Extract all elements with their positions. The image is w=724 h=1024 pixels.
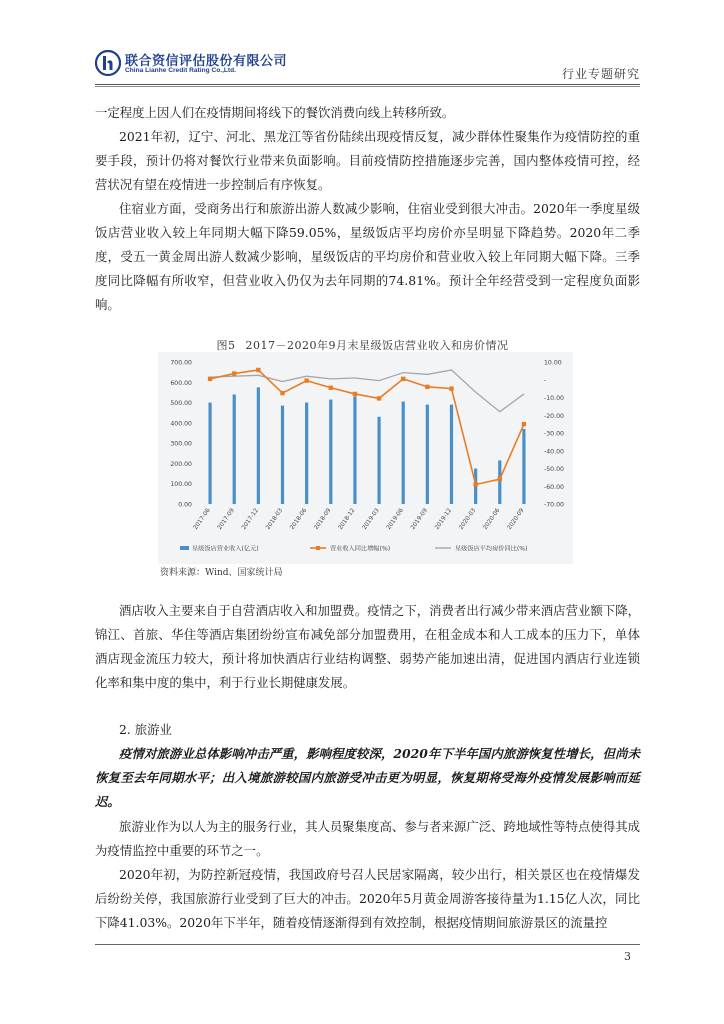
page-header xyxy=(95,47,640,83)
revenue-growth-point xyxy=(256,368,260,372)
x-tick-label: 2018-09 xyxy=(313,507,333,531)
figure-title xyxy=(95,337,640,353)
revenue-bar xyxy=(426,405,429,504)
legend-label: 星级饭店营业收入(亿元) xyxy=(192,545,259,553)
revenue-growth-point xyxy=(329,386,333,390)
revenue-growth-point xyxy=(473,482,477,486)
hotel-revenue-chart xyxy=(158,352,573,564)
revenue-growth-point xyxy=(449,386,453,390)
revenue-growth-point xyxy=(498,477,502,481)
paragraph-1: 一定程度上因人们在疫情期间将线下的餐饮消费向线上转移所致。 xyxy=(95,105,455,120)
paragraph-4: 酒店收入主要来自于自营酒店收入和加盟费。疫情之下，消费者出行减少带来酒店营业额下降，锦江、首旅、华住等酒店集团纷纷宣布减免部分加盟费用，在租金成本和人工成本的压力下，单体酒店现金流压力较大，预计将加快酒店行业结构调整、弱势产能加速出清，促进国内酒店行业连锁化率和集中度的集中，利于行业长期健康发展。 xyxy=(95,603,640,690)
figure-source: 资料来源：Wind、国家统计局 xyxy=(160,568,283,578)
revenue-bar xyxy=(233,394,236,504)
x-tick-label: 2020-06 xyxy=(482,507,502,531)
y-left-tick-label: 200.00 xyxy=(170,460,192,468)
revenue-growth-point xyxy=(425,385,429,389)
company-name-en: China Lianhe Credit Rating Co.,Ltd. xyxy=(125,67,236,74)
revenue-bar xyxy=(208,403,211,504)
paragraph-6: 旅游业作为以人为主的服务行业，其人员聚集度高、参与者来源广泛、跨地域性等特点使得其成为疫情监控中重要的环节之一。 xyxy=(95,819,640,858)
revenue-bar xyxy=(498,460,501,504)
paragraph-3: 住宿业方面，受商务出行和旅游出游人数减少影响，住宿业受到很大冲击。2020年一季度星级饭店营业收入较上年同期大幅下降59.05%，星级饭店平均房价亦呈明显下降趋势。2020年二季度，受五一黄金周出游人数减少影响，星级饭店的平均房价和营业收入较上年同期大幅下降。三季度同比降幅有所收窄，但营业收入仍仅为去年同期的74.81%。预计全年经营受到一定程度负面影响。 xyxy=(95,201,640,312)
y-left-tick-label: 300.00 xyxy=(170,440,192,448)
y-right-tick-label: -10.00 xyxy=(544,395,564,402)
x-tick-label: 2017-12 xyxy=(241,507,260,531)
revenue-bar xyxy=(329,400,332,504)
company-name-cn: 联合资信评估股份有限公司 xyxy=(125,54,288,69)
revenue-growth-point xyxy=(304,378,308,382)
page-number: 3 xyxy=(624,950,631,963)
revenue-bar xyxy=(450,405,453,504)
paragraph-5-summary: 疫情对旅游业总体影响冲击严重，影响程度较深，2020年下半年国内旅游恢复性增长，但尚未恢复至去年同期水平；出入境旅游较国内旅游受冲击更为明显，恢复期将受海外疫情发展影响而延迟。 xyxy=(95,746,640,809)
legend-swatch-growth-marker xyxy=(316,546,320,550)
y-left-tick-label: 0.00 xyxy=(178,501,192,509)
revenue-bar xyxy=(353,396,356,504)
legend-swatch-revenue xyxy=(180,546,189,550)
revenue-bar xyxy=(281,406,284,504)
revenue-growth-point xyxy=(401,377,405,381)
y-right-tick-label: -30.00 xyxy=(544,430,564,438)
revenue-bar xyxy=(257,387,260,504)
x-tick-label: 2019-12 xyxy=(434,507,454,531)
revenue-growth-point xyxy=(522,422,526,426)
y-right-tick-label: -50.00 xyxy=(544,466,564,473)
revenue-growth-point xyxy=(377,396,381,400)
section-title: 行业专题研究 xyxy=(561,67,640,81)
revenue-bar xyxy=(522,429,525,504)
x-tick-label: 2017-06 xyxy=(192,507,212,531)
revenue-growth-point xyxy=(208,377,212,381)
figure-label: 图5 xyxy=(216,339,236,352)
y-right-tick-label: -60.00 xyxy=(544,483,564,491)
y-right-tick-label: - xyxy=(544,377,547,385)
header-divider xyxy=(95,84,640,85)
revenue-bar xyxy=(402,402,405,504)
x-tick-label: 2017-09 xyxy=(217,507,236,531)
y-right-tick-label: -70.00 xyxy=(544,501,564,509)
paragraph-2: 2021年初，辽宁、河北、黑龙江等省份陆续出现疫情反复，减少群体性聚集作为疫情防控的重要手段，预计仍将对餐饮行业带来负面影响。目前疫情防控措施逐步完善，国内整体疫情可控，经营状况有望在疫情进一步控制后有序恢复。 xyxy=(95,129,640,192)
x-tick-label: 2020-09 xyxy=(506,507,526,531)
paragraph-7: 2020年初，为防控新冠疫情，我国政府号召人民居家隔离，较少出行，相关景区也在疫情爆发后纷纷关停，我国旅游行业受到了巨大的冲击。2020年5月黄金周游客接待量为1.15亿人次，同比下降41.03%。2020年下半年，随着疫情逐渐得到有效控制，根据疫情期间旅游景区的流量控 xyxy=(95,867,640,930)
x-tick-label: 2018-06 xyxy=(289,507,309,531)
y-left-tick-label: 400.00 xyxy=(170,420,192,428)
y-left-tick-label: 500.00 xyxy=(170,400,192,408)
footer-divider xyxy=(95,944,640,945)
y-left-tick-label: 100.00 xyxy=(170,481,192,489)
y-right-tick-label: 10.00 xyxy=(544,359,562,367)
figure-caption: 2017－2020年9月末星级饭店营业收入和房价情况 xyxy=(245,339,509,352)
revenue-bar xyxy=(377,417,380,504)
y-right-tick-label: -20.00 xyxy=(544,412,564,420)
x-tick-label: 2019-03 xyxy=(361,507,381,531)
x-tick-label: 2019-06 xyxy=(386,507,405,531)
x-tick-label: 2020-03 xyxy=(458,507,478,531)
revenue-bar xyxy=(305,403,308,504)
x-tick-label: 2019-09 xyxy=(410,507,429,531)
revenue-growth-point xyxy=(280,391,284,395)
company-logo-icon xyxy=(95,50,121,76)
legend-label: 星级饭店平均房价同比(%) xyxy=(455,545,528,553)
x-tick-label: 2018-12 xyxy=(337,507,357,531)
header-divider-thin xyxy=(95,86,640,87)
y-left-tick-label: 700.00 xyxy=(170,359,192,367)
revenue-growth-point xyxy=(232,371,236,375)
y-right-tick-label: -40.00 xyxy=(544,448,564,456)
legend-label: 营业收入同比增幅(%) xyxy=(330,545,391,553)
revenue-growth-point xyxy=(353,392,357,396)
x-tick-label: 2018-03 xyxy=(265,507,285,531)
section-heading-tourism: 2. 旅游业 xyxy=(119,722,172,737)
y-left-tick-label: 600.00 xyxy=(170,379,192,387)
